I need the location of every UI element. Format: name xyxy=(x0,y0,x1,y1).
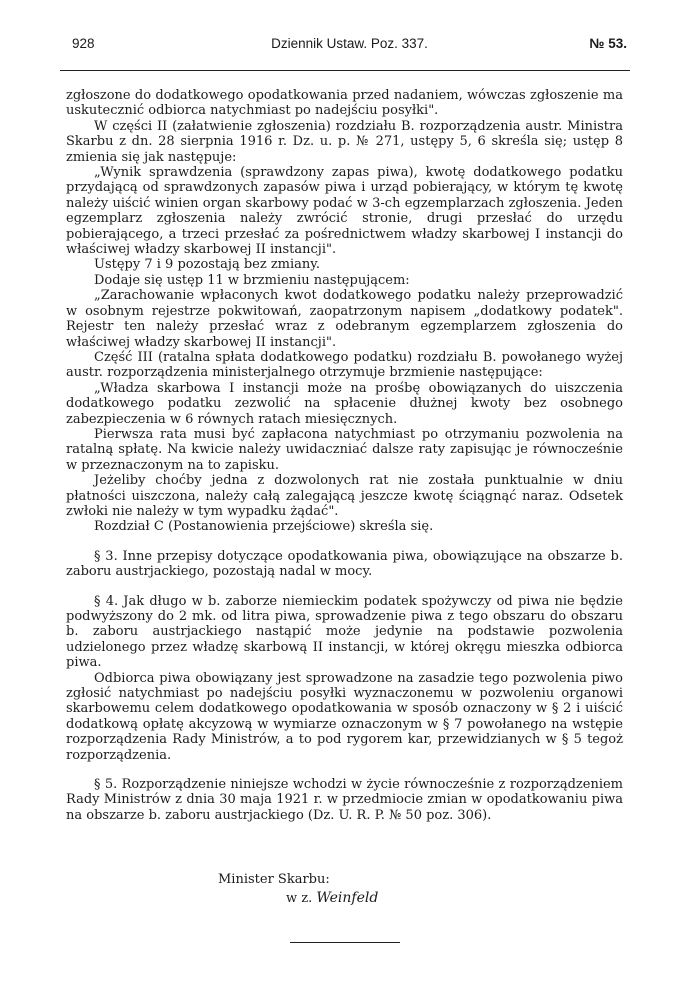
document-body xyxy=(66,88,623,823)
paragraph-unchanged: Ustępy 7 i 9 pozostają bez zmiany. xyxy=(94,257,321,273)
paragraph-quote-register: „Zarachowanie wpłaconych kwot dodatkowego podatku należy przeprowadzić w osobnym rejestrze pokwitowań, zaopatrzonym napisem „dodatkowy podatek". Rejestr ten należy przesłać wraz z odebranym egzemplarzem zgłoszenia do właściwej władzy skarbowej II instancji". xyxy=(66,288,623,350)
journal-title: Dziennik Ustaw. Poz. 337. xyxy=(271,36,428,51)
paragraph-part-ii: W części II (załatwienie zgłoszenia) rozdziału B. rozporządzenia austr. Ministra Skarbu z dn. 28 sierpnia 1916 r. Dz. u. p. № 271, ustępy 5, 6 skreśla się; ustęp 8 zmienia się jak następuje: xyxy=(66,118,623,165)
footer-rule xyxy=(290,942,400,943)
signature-name: Weinfeld xyxy=(316,890,379,906)
section-3: § 3. Inne przepisy dotyczące opodatkowania piwa, obowiązujące na obszarze b. zaboru austrjackiego, pozostają nadal w mocy. xyxy=(66,548,623,580)
signature-line xyxy=(286,890,378,906)
issue-number: № 53. xyxy=(589,36,627,51)
signature-prefix: w z. xyxy=(286,891,313,906)
paragraph-part-iii: Część III (ratalna spłata dodatkowego podatku) rozdziału B. powołanego wyżej austr. rozporządzenia ministerjalnego otrzymuje brzmienie następujące: xyxy=(66,349,623,381)
paragraph-quote-authority: „Władza skarbowa I instancji może na prośbę obowiązanych do uiszczenia dodatkowego podatku zezwolić na spłacenie dłużnej kwoty bez osobnego zabezpieczenia w 6 równych ratach miesięcznych. xyxy=(66,380,623,427)
section-5: § 5. Rozporządzenie niniejsze wchodzi w życie równocześnie z rozporządzeniem Rady Ministrów z dnia 30 maja 1921 r. w przedmiocie zmian w opodatkowaniu piwa na obszarze b. zaboru austrjackiego (Dz. U. R. P. № 50 poz. 306). xyxy=(66,777,623,823)
section-4: § 4. Jak długo w b. zaborze niemieckim podatek spożywczy od piwa nie będzie podwyższony do 2 mk. od litra piwa, sprowadzenie piwa z tego obszaru do obszaru b. zaboru austrjackiego nastąpić może jedynie na podstawie pozwolenia udzielonego przez władzę skarbową II instancji, w której okręgu mieszka odbiorca piwa. xyxy=(66,593,623,671)
paragraph-chapter-c: Rozdział C (Postanowienia przejściowe) skreśla się. xyxy=(94,519,434,535)
page-header xyxy=(72,36,627,56)
page-number: 928 xyxy=(72,36,95,51)
paragraph-first-installment: Pierwsza rata musi być zapłacona natychmiast po otrzymaniu pozwolenia na ratalną spłatę. Na kwicie należy uwidaczniać dalsze raty zapisując je równocześnie w przeznaczonym na to zapisku. xyxy=(66,426,623,473)
header-rule xyxy=(60,70,630,71)
paragraph-continuation: zgłoszone do dodatkowego opodatkowania przed nadaniem, wówczas zgłoszenie ma uskutecznić odbiorca natychmiast po nadejściu posyłki". xyxy=(66,88,623,119)
paragraph-add-section: Dodaje się ustęp 11 w brzmieniu następującem: xyxy=(94,272,410,288)
paragraph-quote-result: „Wynik sprawdzenia (sprawdzony zapas piwa), kwotę dodatkowego podatku przydającą od sprawdzonych zapasów piwa i urząd pobierający, w którym tę kwotę należy uiścić winien organ skarbowy podać w 3-ch egzemplarzach zgłoszenia. Jeden egzemplarz zgłoszenia należy zwrócić stronie, drugi przesłać do urzędu pobierającego, a trzeci przesłać za pośrednictwem władzy skarbowej I instancji do właściwej władzy skarbowej II instancji". xyxy=(66,165,623,258)
section-4-recipient: Odbiorca piwa obowiązany jest sprowadzone na zasadzie tego pozwolenia piwo zgłosić natychmiast po nadejściu posyłki wyznaczonemu w pozwoleniu organowi skarbowemu celem dodatkowego opodatkowania w sposób oznaczony w § 2 i uiścić dodatkową opłatę akcyzową w wymiarze oznaczonym w § 7 powołanego na wstępie rozporządzenia Rady Ministrów, a to pod rygorem kar, przewidzianych w § 5 tegoż rozporządzenia. xyxy=(66,670,623,763)
signature-role: Minister Skarbu: xyxy=(218,872,330,887)
paragraph-missed-installment: Jeżeliby choćby jedna z dozwolonych rat nie została punktualnie w dniu płatności uiszczona, należy całą zalegającą jeszcze kwotę ściągnąć naraz. Odsetek zwłoki nie należy w tym wypadku żądać". xyxy=(66,473,623,519)
